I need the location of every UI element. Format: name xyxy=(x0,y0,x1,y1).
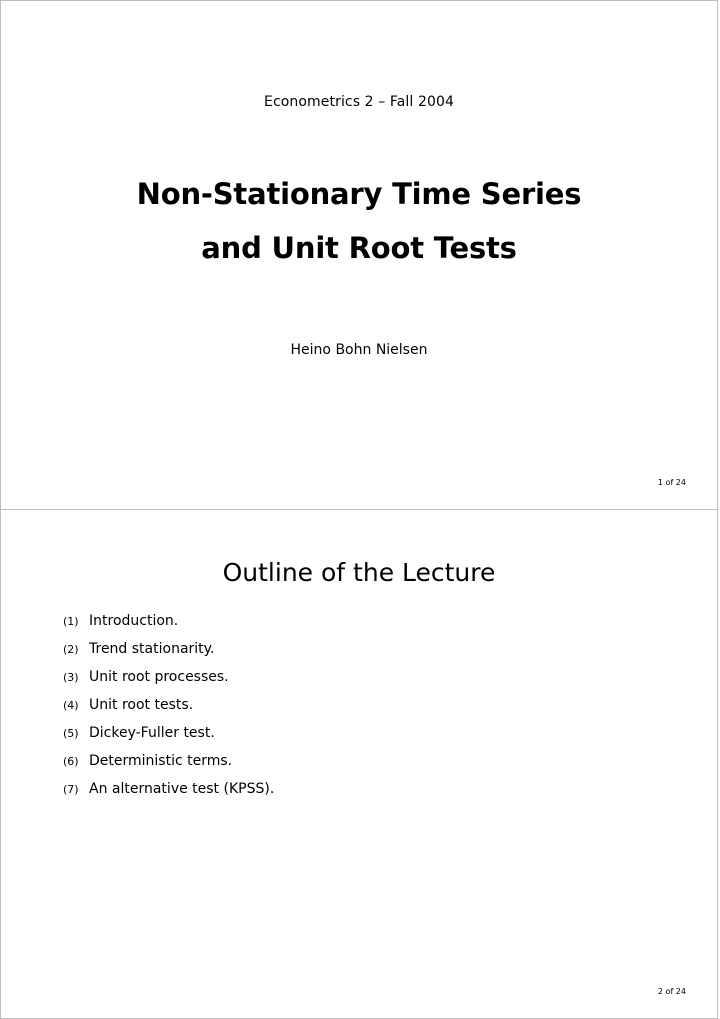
item-number: (1) xyxy=(63,615,79,628)
item-number: (6) xyxy=(63,755,79,768)
item-text: Dickey-Fuller test. xyxy=(89,725,215,741)
lecture-title-line-1: Non-Stationary Time Series xyxy=(136,177,582,211)
lecture-title-line-2: and Unit Root Tests xyxy=(201,231,517,265)
page-number: 1 of 24 xyxy=(657,478,686,487)
list-item xyxy=(63,778,274,806)
item-number: (2) xyxy=(63,643,79,656)
list-item xyxy=(63,638,274,666)
item-number: (7) xyxy=(63,783,79,796)
item-text: An alternative test (KPSS). xyxy=(89,781,275,797)
outline-title: Outline of the Lecture xyxy=(222,558,496,587)
item-number: (4) xyxy=(63,699,79,712)
outline-list xyxy=(63,610,274,806)
item-text: Unit root processes. xyxy=(89,669,229,685)
author-name: Heino Bohn Nielsen xyxy=(290,342,428,358)
item-text: Introduction. xyxy=(89,613,179,629)
list-item xyxy=(63,610,274,638)
list-item xyxy=(63,666,274,694)
item-number: (5) xyxy=(63,727,79,740)
list-item xyxy=(63,694,274,722)
course-title: Econometrics 2 – Fall 2004 xyxy=(264,94,454,110)
item-number: (3) xyxy=(63,671,79,684)
page-number: 2 of 24 xyxy=(657,987,686,996)
slide-2 xyxy=(0,509,718,1019)
item-text: Trend stationarity. xyxy=(89,641,215,657)
slide-1 xyxy=(0,0,718,510)
list-item xyxy=(63,750,274,778)
item-text: Deterministic terms. xyxy=(89,753,233,769)
list-item xyxy=(63,722,274,750)
item-text: Unit root tests. xyxy=(89,697,194,713)
